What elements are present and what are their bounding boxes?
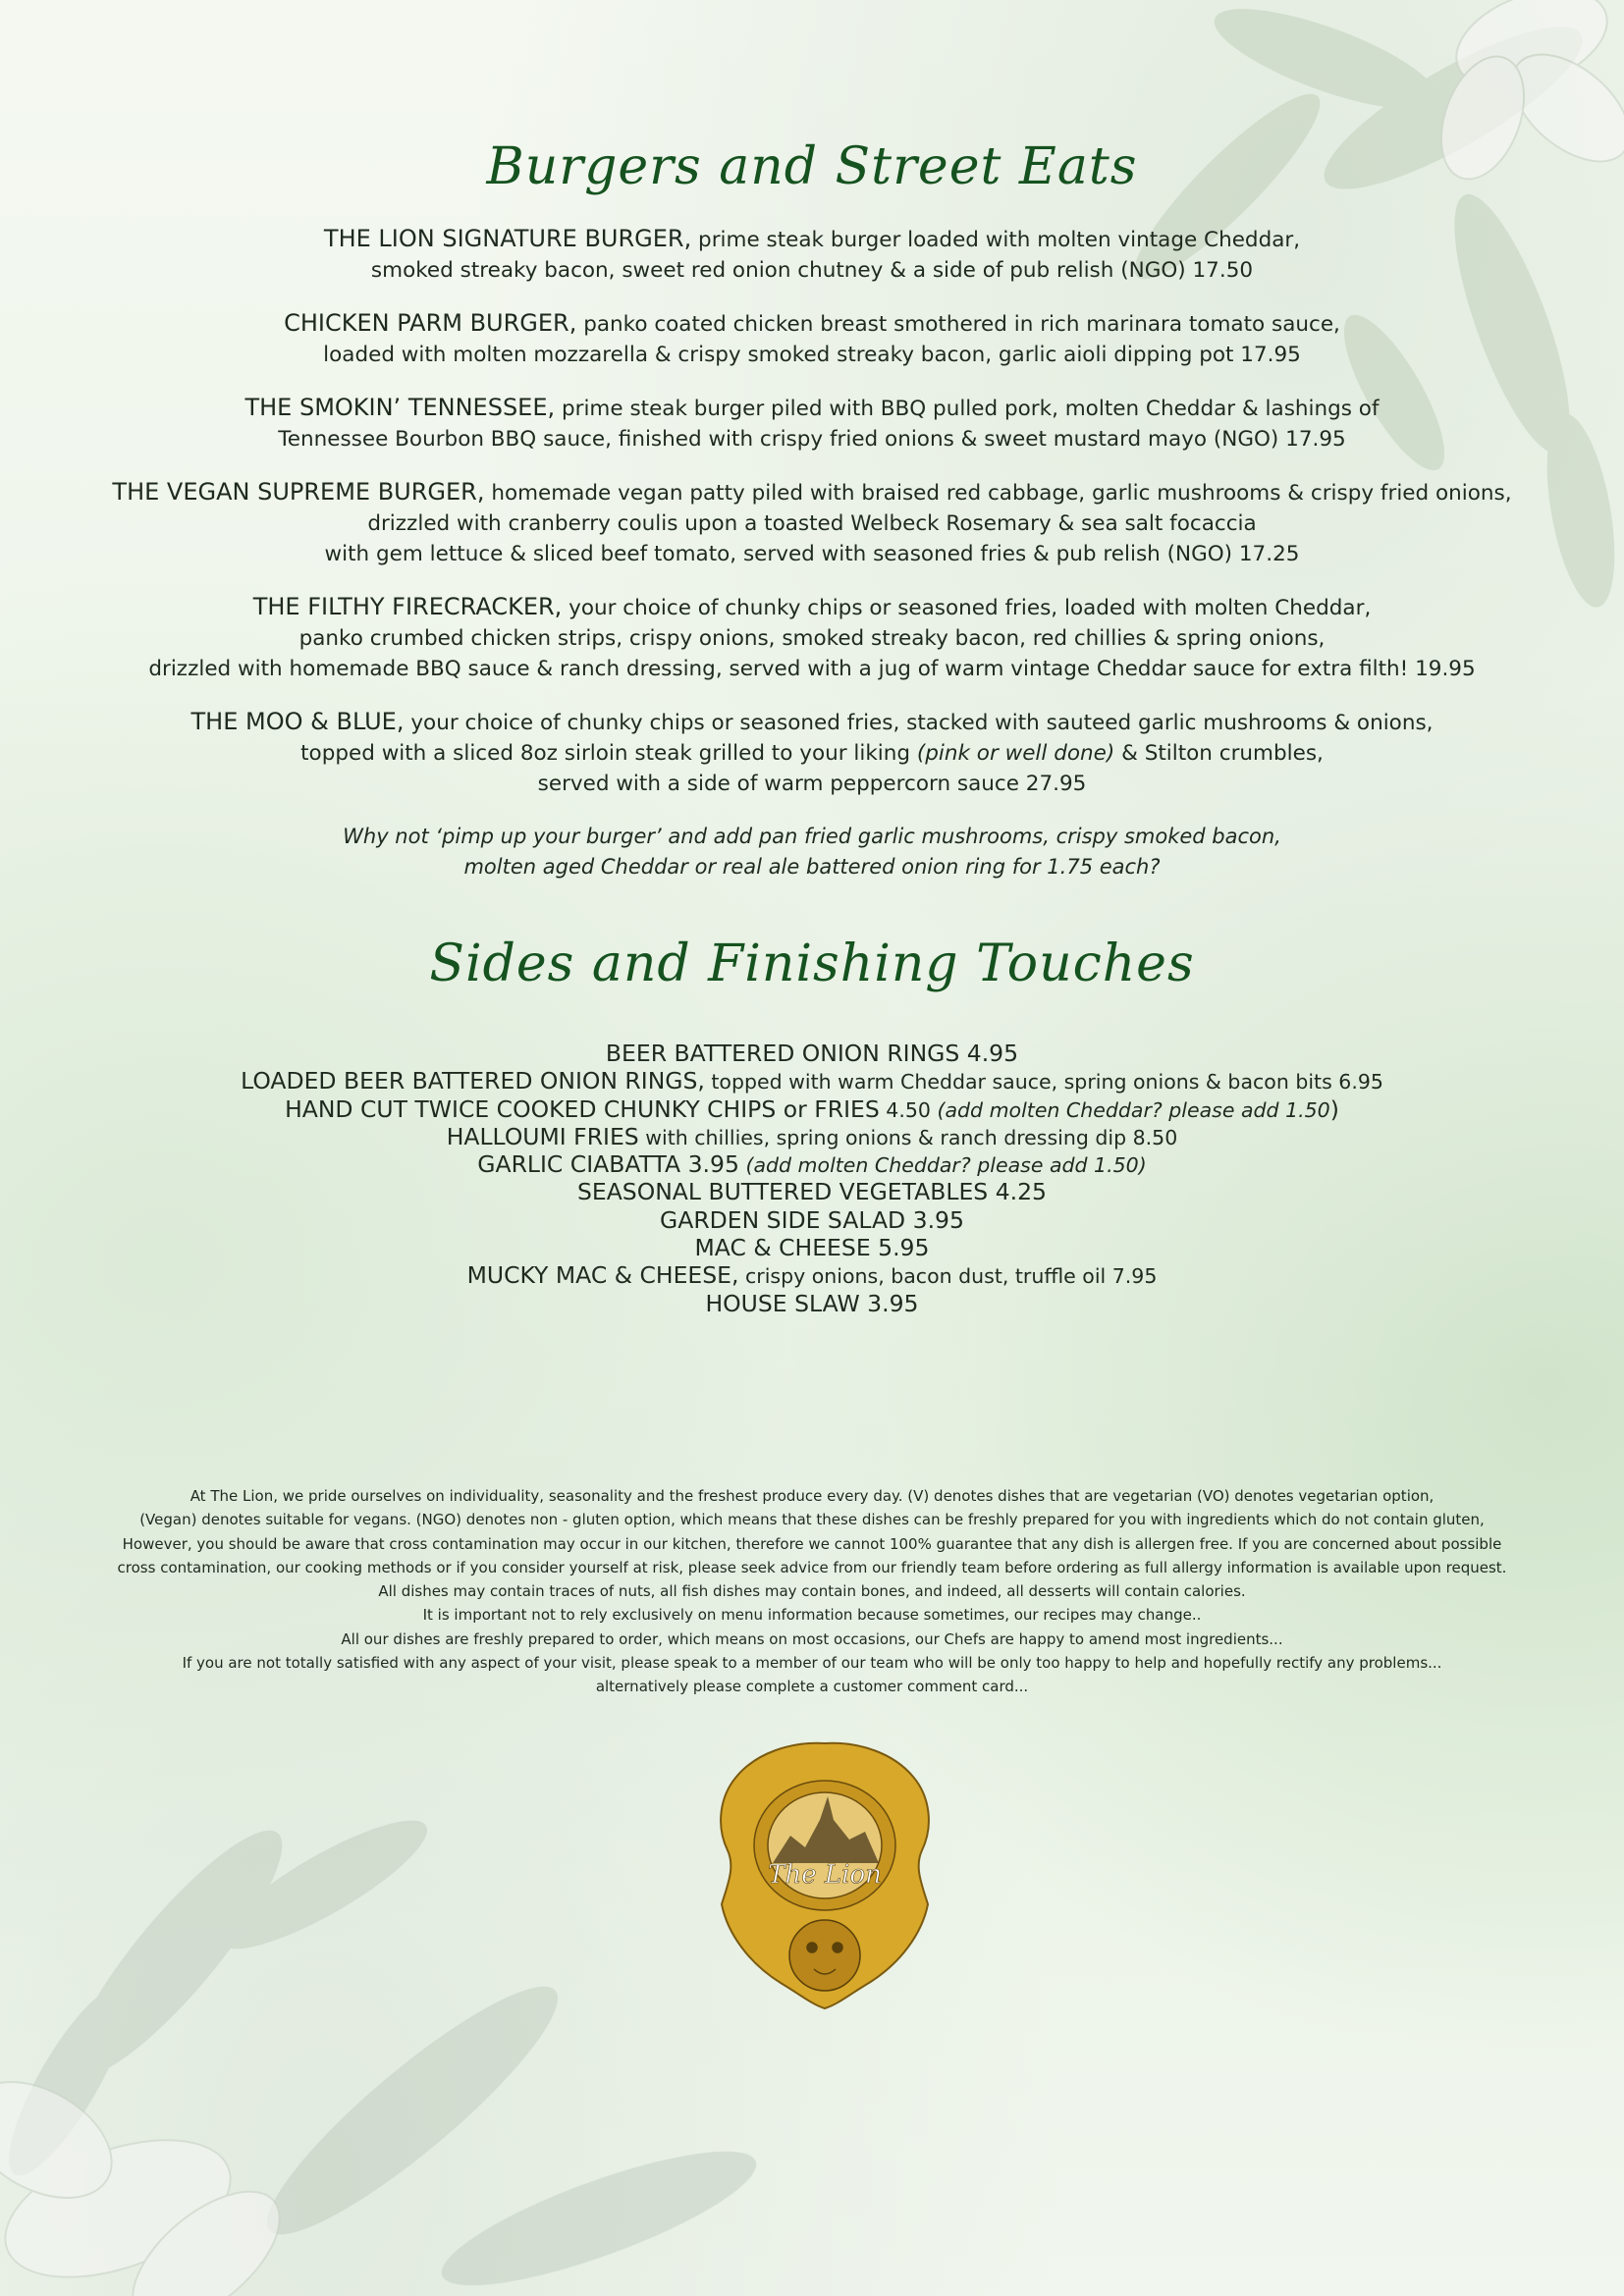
item-description: Tennessee Bourbon BBQ sauce, finished with crispy fried onions & sweet mustard mayo (NGO) 17.95 xyxy=(278,427,1346,452)
item-description: loaded with molten mozzarella & crispy smoked streaky bacon, garlic aioli dipping pot 17.95 xyxy=(323,343,1301,367)
item-name: THE VEGAN SUPREME BURGER, xyxy=(112,478,485,506)
side-item xyxy=(59,1291,1565,1318)
item-name: CHICKEN PARM BURGER, xyxy=(284,309,577,337)
side-name: LOADED BEER BATTERED ONION RINGS, xyxy=(241,1067,705,1095)
side-punctuation: ) xyxy=(1329,1095,1339,1123)
menu-item xyxy=(59,592,1565,684)
item-description: with gem lettuce & sliced beef tomato, served with seasoned fries & pub relish (NGO) 17.25 xyxy=(324,542,1300,566)
item-description: topped with a sliced 8oz sirloin steak grilled to your liking xyxy=(300,741,917,766)
footer-line: cross contamination, our cooking methods or if you consider yourself at risk, please seek advice from our friendly team before ordering as full allergy information is available upon request. xyxy=(117,1558,1507,1576)
side-name: GARDEN SIDE SALAD 3.95 xyxy=(660,1205,964,1234)
upgrade-note-line: molten aged Cheddar or real ale battered onion ring for 1.75 each? xyxy=(463,855,1161,879)
item-name: THE MOO & BLUE, xyxy=(190,708,405,735)
footer-line: It is important not to rely exclusively on menu information because sometimes, our recipes may change.. xyxy=(422,1606,1202,1625)
side-item xyxy=(59,1207,1565,1235)
item-name: THE FILTHY FIRECRACKER, xyxy=(252,593,563,620)
side-name: GARLIC CIABATTA 3.95 xyxy=(477,1150,739,1179)
allergen-info xyxy=(59,1484,1565,1699)
sides-list xyxy=(59,1041,1565,1318)
item-description: & Stilton crumbles, xyxy=(1114,741,1324,766)
side-item xyxy=(59,1096,1565,1124)
burgers-heading: Burgers and Street Eats xyxy=(486,137,1138,196)
side-name: SEASONAL BUTTERED VEGETABLES 4.25 xyxy=(576,1178,1048,1206)
upgrade-note-line: Why not ‘pimp up your burger’ and add pan fried garlic mushrooms, crispy smoked bacon, xyxy=(343,825,1281,848)
menu-item xyxy=(59,707,1565,799)
item-description: drizzled with cranberry coulis upon a toasted Welbeck Rosemary & sea salt focaccia xyxy=(367,511,1257,536)
side-name: MAC & CHEESE 5.95 xyxy=(694,1234,930,1262)
side-description: 4.50 xyxy=(879,1097,938,1122)
side-item xyxy=(59,1068,1565,1095)
side-name: HAND CUT TWICE COOKED CHUNKY CHIPS or FRIES xyxy=(285,1095,880,1123)
item-description: served with a side of warm peppercorn sauce 27.95 xyxy=(537,772,1087,796)
the-lion-logo xyxy=(712,1737,938,2012)
sides-heading: Sides and Finishing Touches xyxy=(429,934,1195,993)
side-item xyxy=(59,1235,1565,1262)
side-item xyxy=(59,1041,1565,1068)
upgrade-note xyxy=(59,822,1565,882)
side-item xyxy=(59,1262,1565,1290)
item-description: drizzled with homemade BBQ sauce & ranch dressing, served with a jug of warm vintage Cheddar sauce for extra filth! 19.95 xyxy=(148,657,1476,681)
item-description: panko crumbed chicken strips, crispy onions, smoked streaky bacon, red chillies & spring onions, xyxy=(298,626,1326,651)
item-description: prime steak burger piled with BBQ pulled pork, molten Cheddar & lashings of xyxy=(555,397,1380,421)
side-option: (add molten Cheddar? please add 1.50) xyxy=(738,1153,1147,1178)
burgers-list xyxy=(59,224,1565,882)
footer-line: However, you should be aware that cross contamination may occur in our kitchen, therefore we cannot 100% guarantee that any dish is allergen free. If you are concerned about possible xyxy=(122,1534,1502,1553)
item-description: prime steak burger loaded with molten vintage Cheddar, xyxy=(691,228,1301,252)
item-name: THE SMOKIN’ TENNESSEE, xyxy=(244,394,556,421)
footer-line: All our dishes are freshly prepared to order, which means on most occasions, our Chefs are happy to amend most ingredients... xyxy=(341,1629,1283,1648)
side-option: (add molten Cheddar? please add 1.50 xyxy=(937,1097,1330,1122)
item-description: your choice of chunky chips or seasoned fries, loaded with molten Cheddar, xyxy=(562,596,1372,620)
item-description: homemade vegan patty piled with braised red cabbage, garlic mushrooms & crispy fried onions, xyxy=(484,481,1512,506)
side-description: crispy onions, bacon dust, truffle oil 7.95 xyxy=(738,1264,1158,1289)
menu-item xyxy=(59,477,1565,569)
side-description: topped with warm Cheddar sauce, spring onions & bacon bits 6.95 xyxy=(704,1070,1383,1095)
menu-item xyxy=(59,393,1565,454)
side-description: with chillies, spring onions & ranch dressing dip 8.50 xyxy=(638,1125,1178,1149)
footer-line: If you are not totally satisfied with any aspect of your visit, please speak to a member of our team who will be only too happy to help and hopefully rectify any problems... xyxy=(182,1654,1442,1673)
side-name: MUCKY MAC & CHEESE, xyxy=(466,1261,739,1290)
item-name: THE LION SIGNATURE BURGER, xyxy=(323,225,692,252)
item-option: (pink or well done) xyxy=(916,741,1115,766)
footer-line: At The Lion, we pride ourselves on individuality, seasonality and the freshest produce every day. (V) denotes dishes that are vegetarian (VO) denotes vegetarian option, xyxy=(189,1487,1435,1505)
side-item xyxy=(59,1124,1565,1151)
item-description: panko coated chicken breast smothered in rich marinara tomato sauce, xyxy=(576,312,1340,337)
side-name: HALLOUMI FRIES xyxy=(446,1122,639,1150)
footer-line: All dishes may contain traces of nuts, all fish dishes may contain bones, and indeed, all desserts will contain calories. xyxy=(378,1582,1246,1601)
side-item xyxy=(59,1151,1565,1179)
menu-item xyxy=(59,224,1565,286)
footer-line: (Vegan) denotes suitable for vegans. (NGO) denotes non - gluten option, which means that these dishes can be freshly prepared for you with ingredients which do not contain gluten, xyxy=(139,1511,1485,1529)
side-name: BEER BATTERED ONION RINGS 4.95 xyxy=(605,1040,1019,1067)
side-name: HOUSE SLAW 3.95 xyxy=(705,1289,919,1317)
item-description: your choice of chunky chips or seasoned fries, stacked with sauteed garlic mushrooms & onions, xyxy=(404,711,1434,735)
menu-item xyxy=(59,308,1565,370)
footer-line: alternatively please complete a customer comment card... xyxy=(595,1678,1029,1696)
logo-text: The Lion xyxy=(768,1860,882,1890)
side-item xyxy=(59,1179,1565,1206)
item-description: smoked streaky bacon, sweet red onion chutney & a side of pub relish (NGO) 17.50 xyxy=(370,258,1254,283)
